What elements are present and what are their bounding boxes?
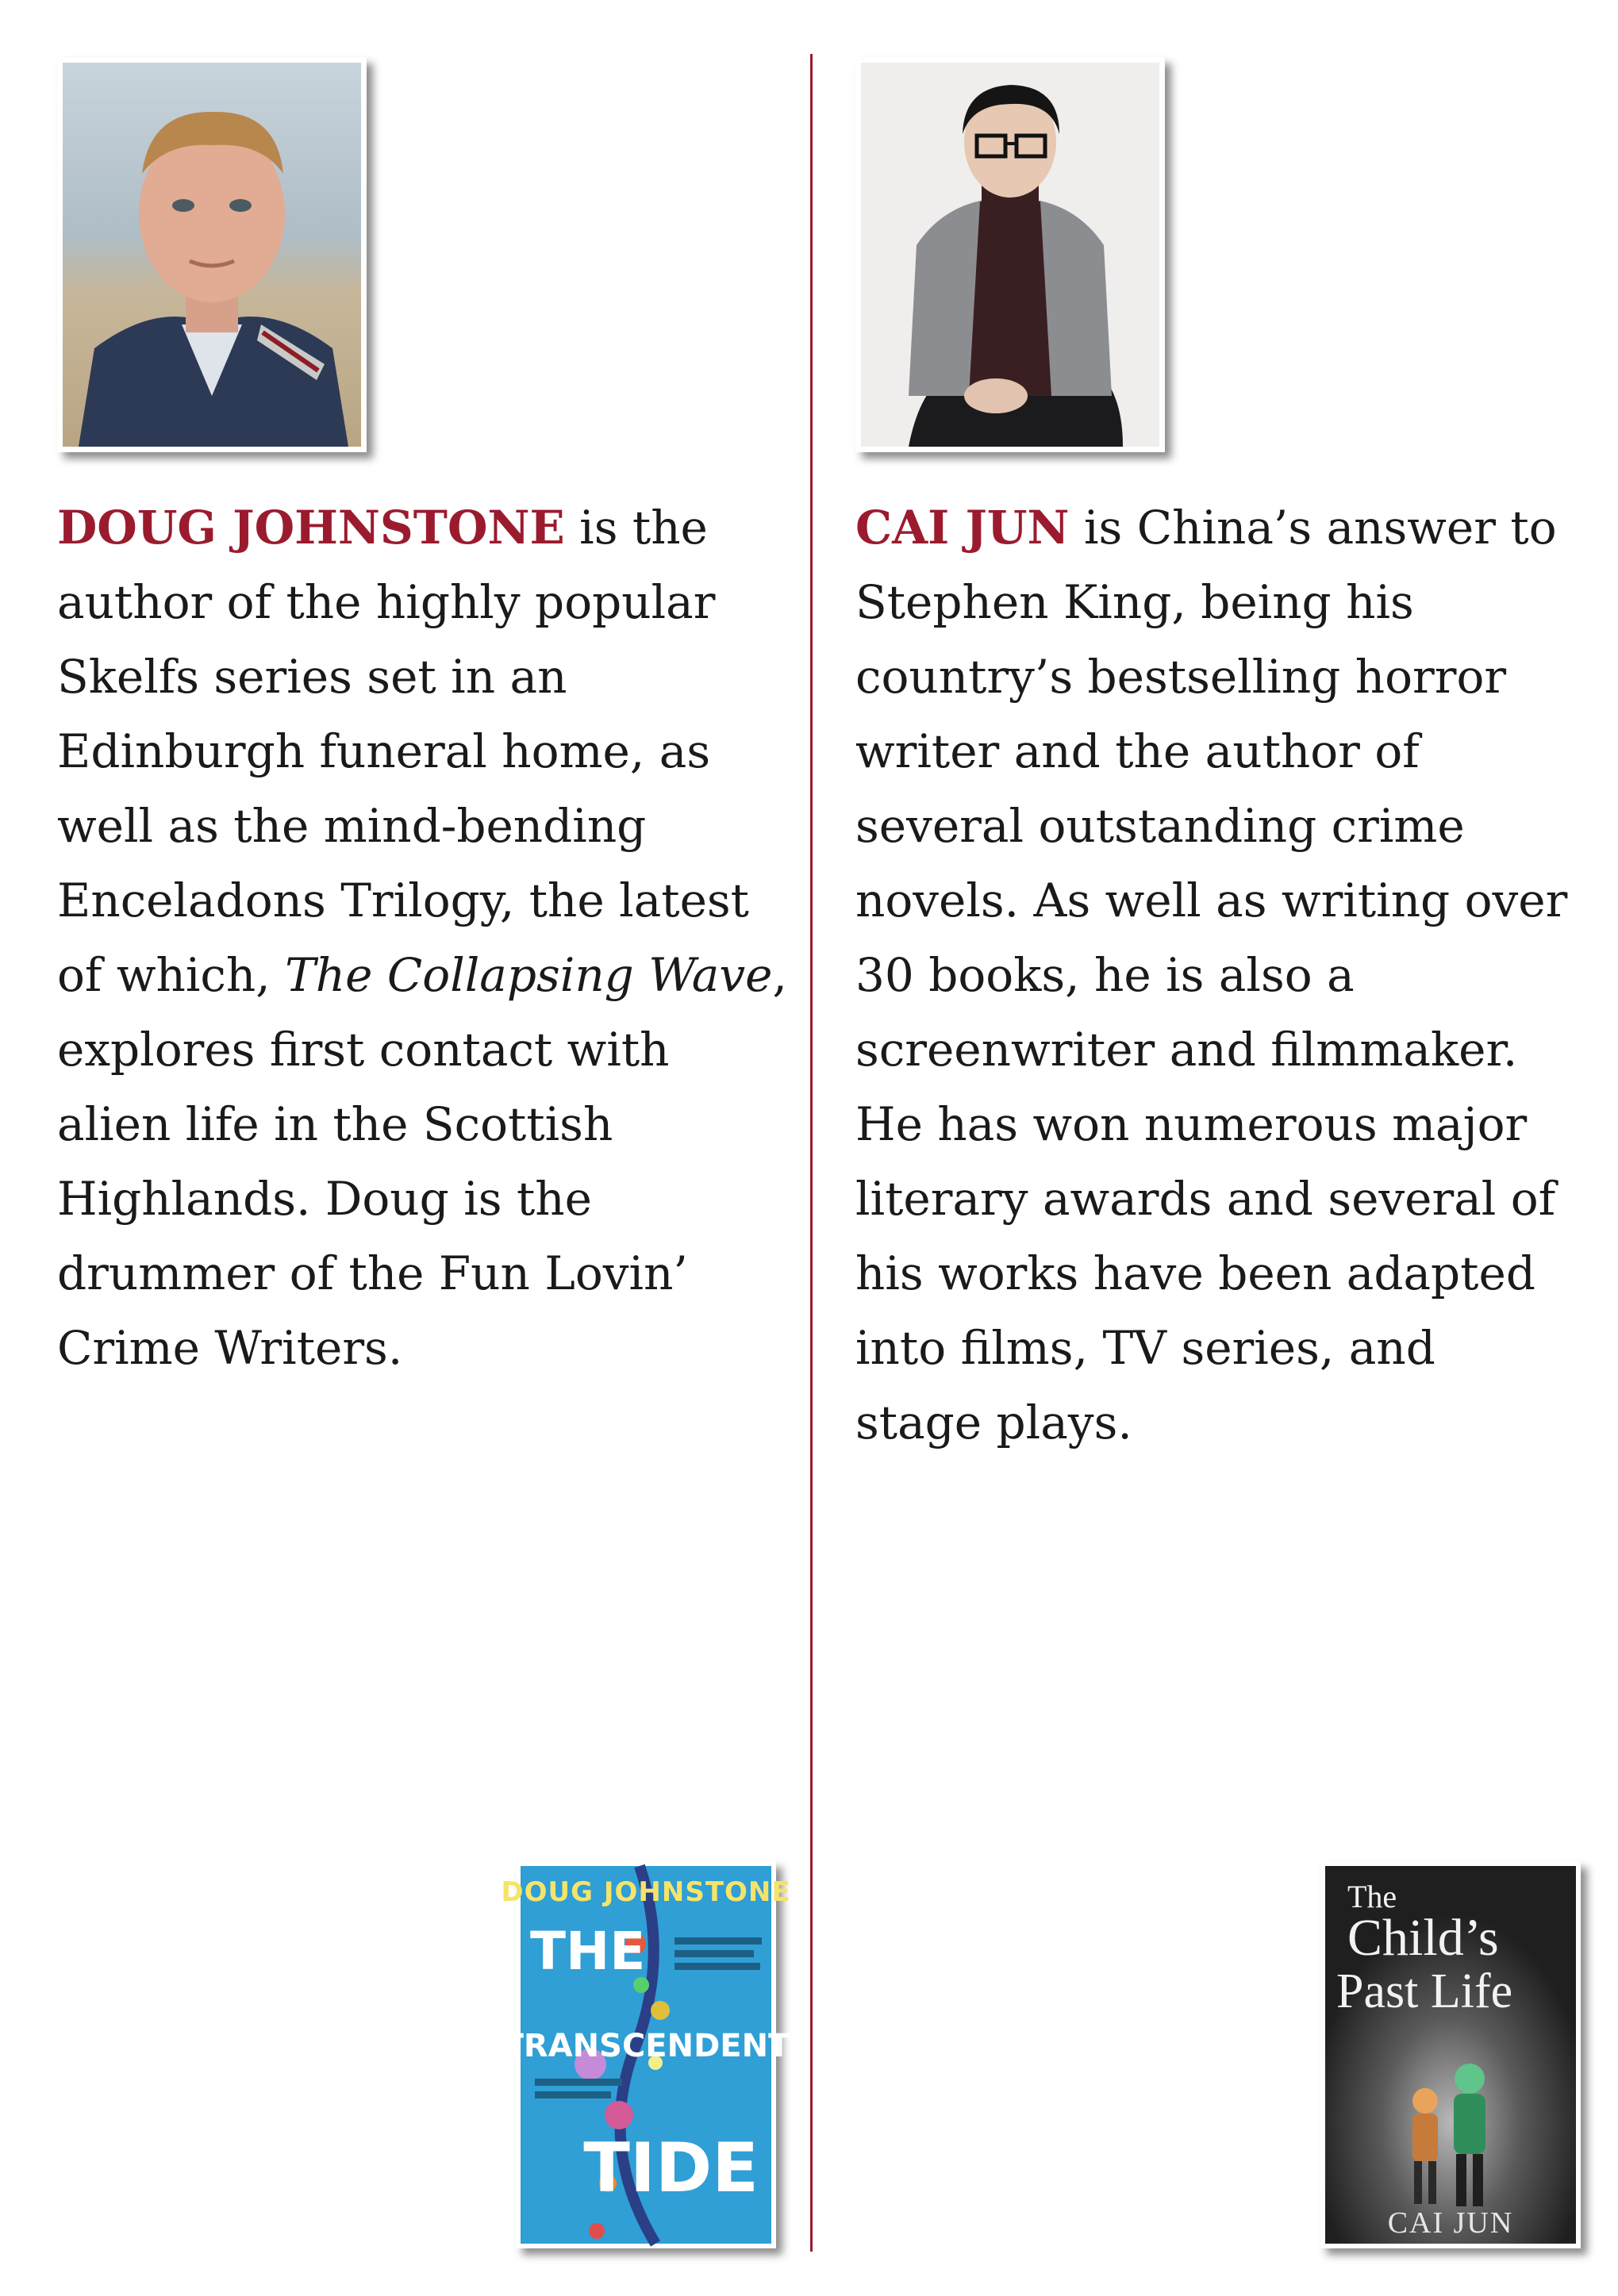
book-cover-title-line3: TIDE	[583, 2129, 759, 2208]
column-divider	[810, 54, 813, 2252]
book-cover-author: CAI JUN	[1387, 2206, 1514, 2240]
book-cover-title-line2: TRANSCENDENT	[502, 2028, 790, 2064]
author-photo-doug-johnstone	[57, 57, 367, 452]
bio-text: is China’s answer to Stephen King, being his country’s bestselling horror writer and the author of several outstanding crime novels. As well as writing over 30 books, he is also a screenwriter and filmmaker. He has won numerous major literary awards and several of his works have been adapted into films, TV series, and stage plays.	[855, 501, 1568, 1449]
book-cover-the-childs-past-life	[1320, 1861, 1581, 2248]
bio-text: , explores first contact with alien life in the Scottish Highlands. Doug is the drummer of the Fun Lovin’ Crime Writers.	[57, 948, 787, 1375]
book-cover-title-line3: Past Life	[1336, 1964, 1513, 2018]
author-bio-cai-jun	[855, 490, 1574, 1460]
bio-text: is the author of the highly popular Skelfs series set in an Edinburgh funeral home, as well as the mind-bending Enceladons Trilogy, the latest of which,	[57, 501, 749, 1002]
book-cover-title-line2: Child’s	[1347, 1909, 1499, 1967]
author-name: DOUG JOHNSTONE	[57, 501, 565, 555]
book-cover-author: DOUG JOHNSTONE	[501, 1876, 791, 1908]
book-cover-the-transcendent-tide	[501, 1861, 791, 2248]
author-photo-cai-jun	[855, 57, 1165, 452]
book-title: The Collapsing Wave	[285, 948, 773, 1002]
author-name: CAI JUN	[855, 501, 1070, 555]
author-bio-doug-johnstone	[57, 490, 791, 1385]
book-cover-title-line1: The	[1347, 1879, 1397, 1914]
book-cover-title-line1: THE	[530, 1921, 646, 1982]
